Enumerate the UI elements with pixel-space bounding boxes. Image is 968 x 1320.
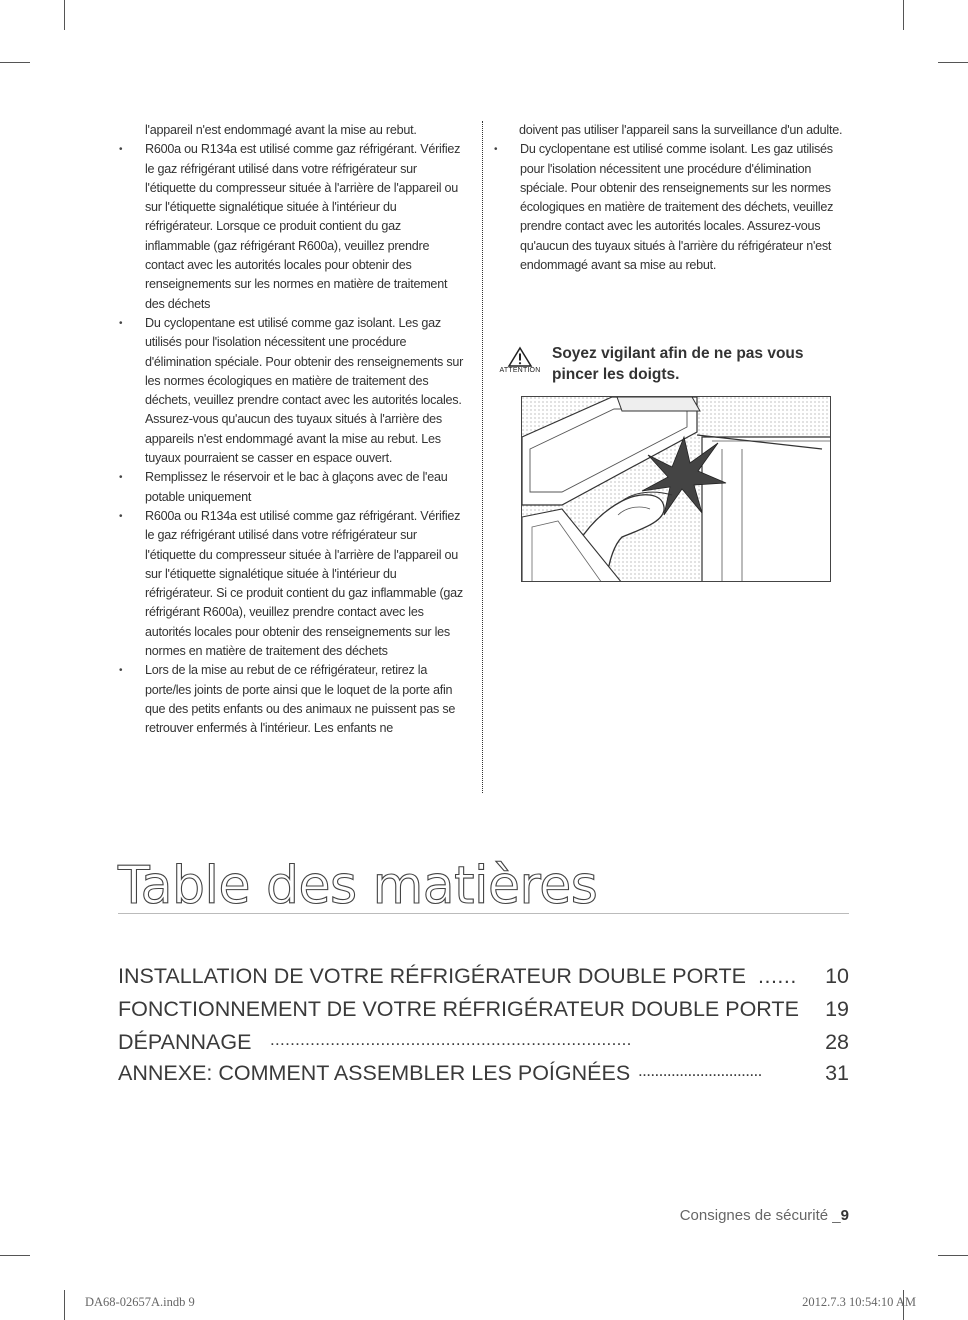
crop-mark	[938, 1255, 968, 1256]
footer-section: Consignes de sécurité _	[679, 1207, 841, 1224]
warning-triangle-icon	[497, 345, 543, 381]
toc-entry-page: 10	[825, 964, 849, 988]
toc-entry-label: INSTALLATION DE VOTRE RÉFRIGÉRATEUR DOUBLE PORTE	[118, 964, 746, 988]
toc-entry-label: ANNEXE: COMMENT ASSEMBLER LES POÍGNÉES	[118, 1061, 631, 1085]
toc-title: Table des matières	[118, 856, 598, 916]
crop-mark	[938, 62, 968, 63]
door-pinch-illustration	[521, 396, 831, 582]
crop-mark	[0, 1255, 30, 1256]
page-number: 9	[840, 1207, 849, 1224]
toc-entry-leader: ......	[758, 964, 797, 988]
toc-entry-label: FONCTIONNEMENT DE VOTRE RÉFRIGÉRATEUR DOUBLE PORTE	[118, 997, 799, 1021]
toc-entry-fonctionnement[interactable]	[118, 997, 849, 1027]
print-slug-timestamp: 2012.7.3 10:54:10 AM	[802, 1295, 916, 1309]
toc-entry-installation[interactable]	[118, 964, 849, 994]
toc-entry-label: DÉPANNAGE	[118, 1030, 252, 1054]
left-intro: l'appareil n'est endommagé avant la mise au rebut.	[145, 123, 417, 137]
toc-divider	[118, 913, 849, 914]
right-column	[494, 121, 844, 275]
toc-entry-leader: ........................................................................	[270, 1030, 632, 1049]
toc-entry-page: 31	[825, 1061, 849, 1085]
crop-mark	[64, 1290, 65, 1320]
crop-mark	[0, 62, 30, 63]
left-column	[119, 121, 464, 739]
bullet-item: • Remplissez le réservoir et le bac à glaçons avec de l'eau potable uniquement	[119, 468, 464, 507]
page-footer	[680, 1207, 849, 1224]
column-divider	[482, 121, 483, 793]
right-continuation: doivent pas utiliser l'appareil sans la surveillance d'un adulte.	[519, 123, 843, 137]
bullet-item: • Du cyclopentane est utilisé comme isolant. Les gaz utilisés pour l'isolation nécessitent une procédure d'élimination spéciale. Pour obtenir des renseignements sur les normes écologiques en matière de traitement des déchets, veuillez prendre contact avec les autorités locales. Assurez-vous qu'aucun des tuyaux situés à l'arrière du réfrigérateur n'est endommagé avant sa mise au rebut.	[494, 140, 844, 275]
toc-entry-page: 19	[825, 997, 849, 1021]
crop-mark	[903, 0, 904, 30]
illustration-drawing	[522, 397, 831, 582]
print-slug-file: DA68-02657A.indb 9	[85, 1295, 195, 1309]
crop-mark	[64, 0, 65, 30]
attention-label: ATTENTION	[499, 367, 541, 374]
bullet-item: • R600a ou R134a est utilisé comme gaz réfrigérant. Vérifiez le gaz réfrigérant utilisé dans votre réfrigérateur sur l'étiquette du compresseur située à l'arrière de l'appareil ou sur l'étiquette signalétique située à l'intérieur du réfrigérateur. Si ce produit contient du gaz inflammable (gaz réfrigérant R600a), veuillez prendre contact avec les autorités locales pour obtenir des renseignements sur les normes en matière de traitement des déchets	[119, 507, 464, 661]
bullet-item: • Lors de la mise au rebut de ce réfrigérateur, retirez la porte/les joints de porte ainsi que le loquet de la porte afin que des petits enfants ou des animaux ne puissent pas se retrouver enfermés à l'intérieur. Les enfants ne	[119, 661, 464, 738]
bullet-item: • Du cyclopentane est utilisé comme gaz isolant. Les gaz utilisés pour l'isolation nécessitent une procédure d'élimination spéciale. Pour obtenir des renseignements sur les normes écologiques en matière de traitement des déchets, veuillez prendre contact avec les autorités locales. Assurez-vous qu'aucun des tuyaux situés à l'arrière des appareils n'est endommagé avant la mise au rebut. Les tuyaux pourraient se casser en espace ouvert.	[119, 314, 464, 468]
toc-entry-depannage[interactable]	[118, 1030, 849, 1060]
toc-entry-annexe[interactable]	[118, 1061, 849, 1091]
bullet-item: • R600a ou R134a est utilisé comme gaz réfrigérant. Vérifiez le gaz réfrigérant utilisé dans votre réfrigérateur sur l'étiquette du compresseur située à l'arrière de l'appareil ou sur l'étiquette signalétique située à l'intérieur du réfrigérateur. Lorsque ce produit contient du gaz inflammable (gaz réfrigérant R600a), veuillez prendre contact avec les autorités locales pour obtenir des renseignements sur les normes en matière de traitement des déchets	[119, 140, 464, 314]
toc-entry-leader: ..............................	[638, 1061, 762, 1080]
toc-entry-page: 28	[825, 1030, 849, 1054]
attention-text: Soyez vigilant afin de ne pas vous pincer les doigts.	[552, 345, 804, 383]
